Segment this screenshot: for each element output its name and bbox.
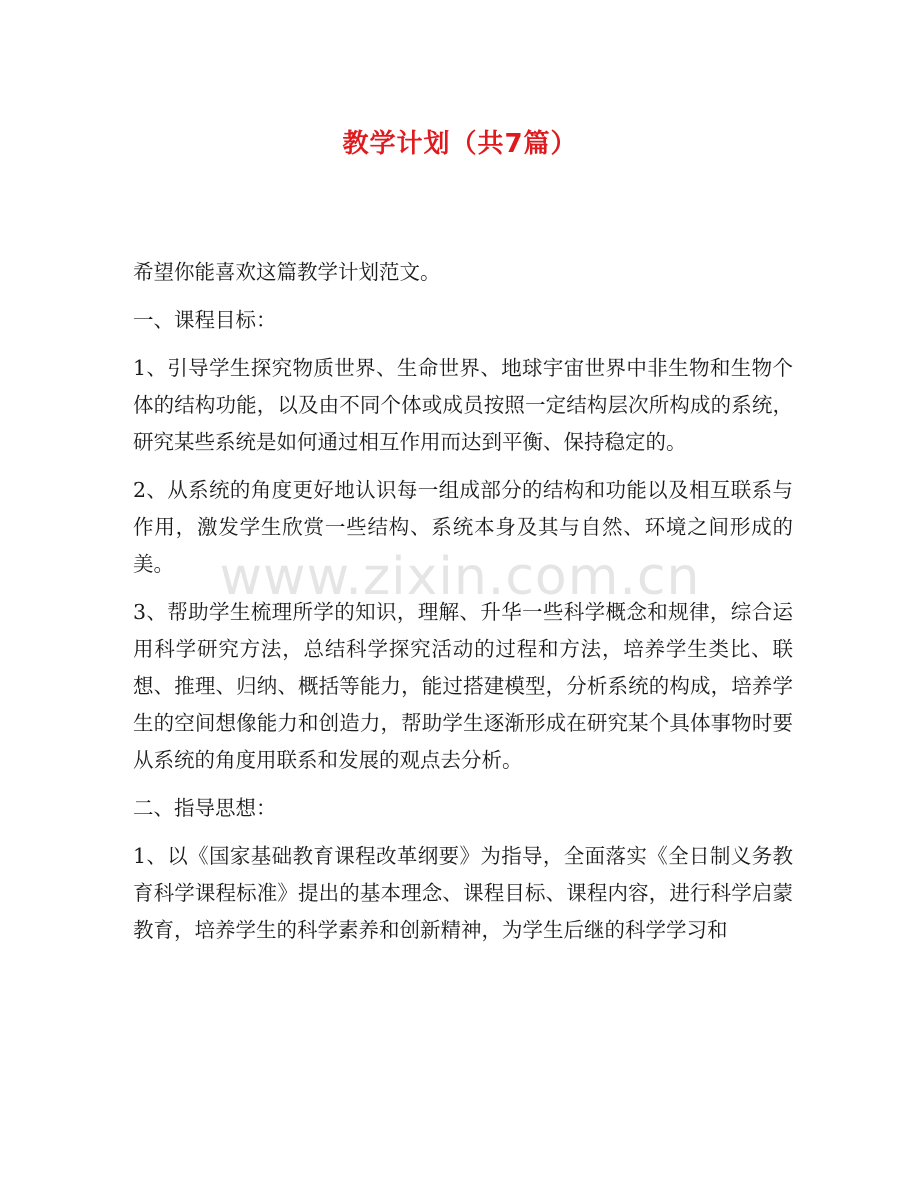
paragraph-goal-3: 3、帮助学生梳理所学的知识，理解、升华一些科学概念和规律，综合运用科学研究方法，总结科学探究活动的过程和方法，培养学生类比、联想、推理、归纳、概括等能力，能过搭建模型，分析系统的构成，培养学生的空间想像能力和创造力，帮助学生逐渐形成在研究某个具体事物时要从系统的角度用联系和发展的观点去分析。: [133, 600, 793, 772]
heading-course-goals: 一、课程目标：: [133, 308, 277, 332]
paragraph-guide-1: 1、以《国家基础教育课程改革纲要》为指导，全面落实《全日制义务教育科学课程标准》提出的基本理念、课程目标、课程内容，进行科学启蒙教育，培养学生的科学素养和创新精神，为学生后继的科学学习和: [133, 844, 793, 942]
paragraph-goal-2: 2、从系统的角度更好地认识每一组成部分的结构和功能以及相互联系与作用，激发学生欣赏一些结构、系统本身及其与自然、环境之间形成的美。: [133, 478, 793, 576]
document-body: [133, 254, 793, 960]
heading-guiding-ideas: 二、指导思想：: [133, 796, 277, 820]
watermark: www.zixin.com.cn: [219, 547, 701, 607]
document-title: 教学计划（共7篇）: [342, 129, 578, 159]
paragraph-intro: 希望你能喜欢这篇教学计划范文。: [133, 260, 441, 284]
paragraph-goal-1: 1、引导学生探究物质世界、生命世界、地球宇宙世界中非生物和生物个体的结构功能，以及由不同个体或成员按照一定结构层次所构成的系统，研究某些系统是如何通过相互作用而达到平衡、保持稳定的。: [133, 356, 793, 454]
